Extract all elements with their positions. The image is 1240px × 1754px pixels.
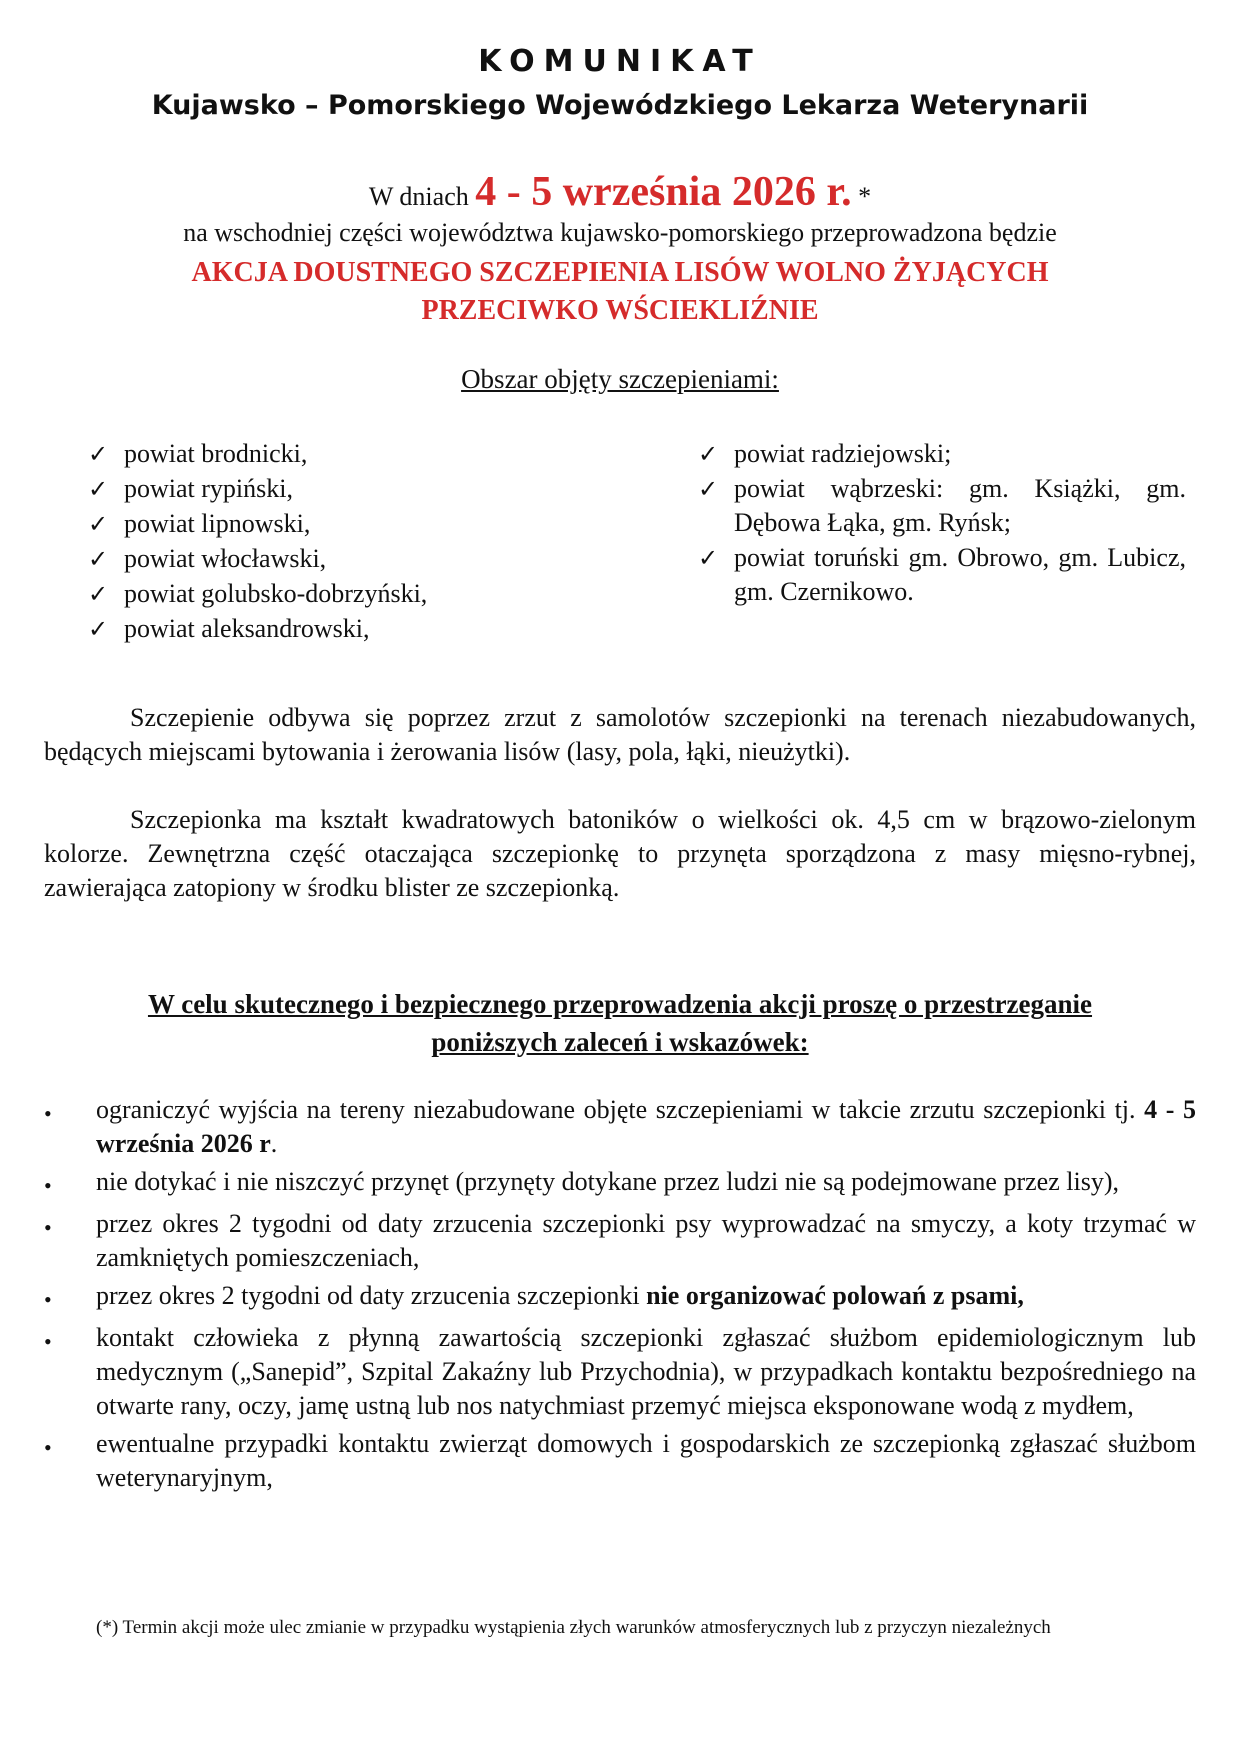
list-item: • ograniczyć wyjścia na tereny niezabudowane objęte szczepieniami w takcie zrzutu szczepionki tj. 4 - 5 września 2026 r. bbox=[44, 1095, 1196, 1158]
list-item: ✓ powiat rypiński, bbox=[88, 472, 648, 506]
region-line: na wschodniej części województwa kujawsko-pomorskiego przeprowadzona będzie bbox=[183, 218, 1057, 247]
checkmark-icon: ✓ bbox=[88, 615, 109, 643]
action-date: 4 - 5 września 2026 r. bbox=[475, 169, 852, 215]
area-heading: Obszar objęty szczepieniami: bbox=[461, 364, 779, 394]
list-item: • przez okres 2 tygodni od daty zrzucenia szczepionki nie organizować polowań z psami, bbox=[44, 1279, 1196, 1317]
bullet-icon: • bbox=[44, 1329, 52, 1354]
bullet-icon: • bbox=[44, 1287, 52, 1312]
footnote: (*) Termin akcji może ulec zmianie w przypadku wystąpienia złych warunków atmosferycznych lub z przyczyn niezależnych bbox=[96, 1617, 1051, 1638]
list-item: • nie dotykać i nie niszczyć przynęt (przynęty dotykane przez ludzi nie są podejmowane przez lisy), bbox=[44, 1165, 1196, 1203]
checkmark-icon: ✓ bbox=[88, 510, 109, 538]
recommendations-heading: W celu skutecznego i bezpiecznego przeprowadzenia akcji proszę o przestrzeganie poniższych zaleceń i wskazówek: bbox=[147, 989, 1093, 1057]
date-line bbox=[0, 168, 1240, 216]
list-item: ✓ powiat brodnicki, bbox=[88, 437, 648, 471]
list-item: ✓ powiat aleksandrowski, bbox=[88, 612, 648, 646]
area-list-right bbox=[698, 437, 1186, 610]
checkmark-icon: ✓ bbox=[698, 475, 719, 503]
action-title-line-1: AKCJA DOUSTNEGO SZCZEPIENIA LISÓW WOLNO ŻYJĄCYCH bbox=[191, 257, 1049, 288]
checkmark-icon: ✓ bbox=[88, 440, 109, 468]
bullet-icon: • bbox=[44, 1101, 52, 1126]
list-item: ✓ powiat włocławski, bbox=[88, 542, 648, 576]
list-item: ✓ powiat golubsko-dobrzyński, bbox=[88, 577, 648, 611]
bullet-icon: • bbox=[44, 1173, 52, 1198]
bullet-icon: • bbox=[44, 1435, 52, 1460]
document-subtitle: Kujawsko – Pomorskiego Wojewódzkiego Lekarza Weterynarii bbox=[151, 90, 1089, 121]
action-title-line-2: PRZECIWKO WŚCIEKLIŹNIE bbox=[421, 295, 819, 326]
date-prefix: W dniach bbox=[368, 182, 469, 211]
recommendations-list bbox=[44, 1093, 1196, 1499]
list-item: • ewentualne przypadki kontaktu zwierząt domowych i gospodarskich ze szczepionką zgłaszać służbom weterynaryjnym, bbox=[44, 1429, 1196, 1492]
list-item: ✓ powiat wąbrzeski: gm. Książki, gm. Dębowa Łąka, gm. Ryńsk; bbox=[698, 474, 1186, 537]
list-item: ✓ powiat toruński gm. Obrowo, gm. Lubicz, gm. Czernikowo. bbox=[698, 543, 1186, 606]
action-title bbox=[0, 254, 1240, 330]
checkmark-icon: ✓ bbox=[698, 440, 719, 468]
list-item: • przez okres 2 tygodni od daty zrzucenia szczepionki psy wyprowadzać na smyczy, a koty trzymać w zamkniętych pomieszczeniach, bbox=[44, 1209, 1196, 1272]
list-item: • kontakt człowieka z płynną zawartością szczepionki zgłaszać służbom epidemiologicznym lub medycznym („Sanepid”, Szpital Zakaźny lub Przychodnia), w przypadkach kontaktu bezpośredniego na otwarte rany, oczy, jamę ustną lub nos natychmiast przemyć miejsca eksponowane wodą z mydłem, bbox=[44, 1323, 1196, 1420]
checkmark-icon: ✓ bbox=[698, 544, 719, 572]
document-title: KOMUNIKAT bbox=[478, 44, 762, 79]
paragraph-dropping: Szczepienie odbywa się poprzez zrzut z samolotów szczepionki na terenach niezabudowanych, będących miejscami bytowania i żerowania lisów (lasy, pola, łąki, nieużytki). bbox=[44, 703, 1196, 766]
paragraph-vaccine-shape: Szczepionka ma kształt kwadratowych batoników o wielkości ok. 4,5 cm w brązowo-zielonym kolorze. Zewnętrzna część otaczająca szczepionkę to przynęta sporządzona z masy mięsno-rybnej, zawierająca zatopiony w środku blister ze szczepionką. bbox=[44, 805, 1196, 902]
checkmark-icon: ✓ bbox=[88, 545, 109, 573]
checkmark-icon: ✓ bbox=[88, 475, 109, 503]
bullet-icon: • bbox=[44, 1215, 52, 1240]
list-item: ✓ powiat lipnowski, bbox=[88, 507, 648, 541]
date-asterisk: * bbox=[858, 182, 872, 211]
checkmark-icon: ✓ bbox=[88, 580, 109, 608]
area-list-left bbox=[88, 437, 648, 647]
list-item: ✓ powiat radziejowski; bbox=[698, 437, 1186, 471]
